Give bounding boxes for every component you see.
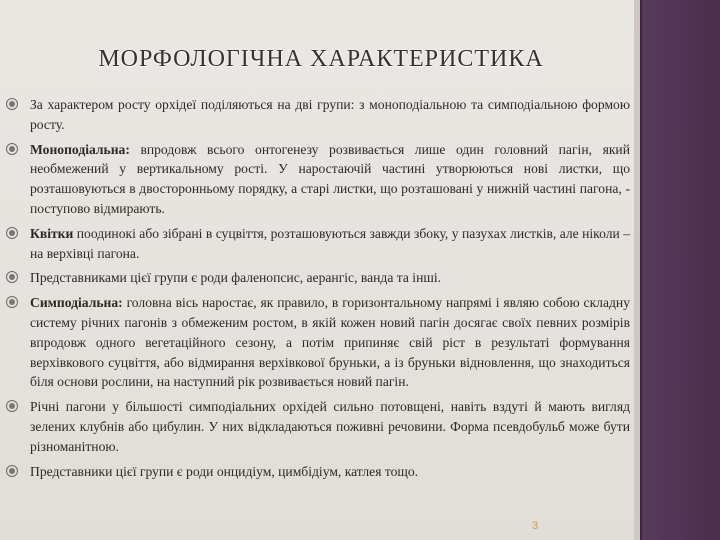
circle-bullet-icon xyxy=(6,143,18,155)
circle-bullet-icon xyxy=(6,465,18,477)
sidebar-stripe xyxy=(634,0,640,540)
bullet-text: Представниками цієї групи є роди фаленопсис, аерангіс, ванда та інші. xyxy=(30,270,442,286)
circle-bullet-icon xyxy=(6,271,18,283)
circle-bullet-icon xyxy=(6,296,18,308)
bullet-text: поодинокі або зібрані в суцвіття, розташовуються завжди збоку, у пазухах листків, але ніколи – на верхівці пагона. xyxy=(30,225,630,261)
bullet-item-6 xyxy=(4,397,630,456)
circle-bullet-icon xyxy=(6,227,18,239)
bullet-lead: Симподіальна: xyxy=(30,295,123,311)
bullet-item-5 xyxy=(4,293,630,392)
bullet-list xyxy=(4,95,630,481)
bullet-lead: Квітки xyxy=(30,225,74,241)
bullet-text: Представники цієї групи є роди онцидіум, цимбідіум, катлея тощо. xyxy=(30,463,419,479)
bullet-item-3 xyxy=(4,224,630,264)
circle-bullet-icon xyxy=(6,400,18,412)
circle-bullet-icon xyxy=(6,98,18,110)
bullet-item-4 xyxy=(4,268,630,288)
bullet-item-1 xyxy=(4,95,630,135)
bullet-text: За характером росту орхідеї поділяються на дві групи: з моноподіальною та симподіальною формою росту. xyxy=(30,97,630,132)
page-number: 3 xyxy=(532,520,539,532)
bullet-item-7 xyxy=(4,462,630,482)
slide-title: МОРФОЛОГІЧНА ХАРАКТЕРИСТИКА xyxy=(98,46,544,72)
bullet-item-2 xyxy=(4,140,630,219)
decorative-sidebar xyxy=(640,0,720,540)
bullet-text: впродовж всього онтогенезу розвивається лише один головний пагін, який необмежений у вертикальному рості. У наростаючій частині утворюються нові листки, що розташовуються в двосторонньому порядку, а старі листки, що розташовані у нижній частині пагона, - поступово відмирають. xyxy=(30,141,630,216)
bullet-text: головна вісь наростає, як правило, в горизонтальному напрямі і являю собою складну систему річних пагонів з обмеженим ростом, в якій кожен новий пагін досягає своїх певних розмірів впродовж одного вегетаційного сезону, а потім припиняє свій ріст в результаті формування верхівкового суцвіття, або відмирання верхівкової бруньки, а із бруньки відновлення, що знаходиться біля основи рослини, на наступний рік розвивається новий пагін. xyxy=(30,295,630,390)
bullet-text: Річні пагони у більшості симподіальних орхідей сильно потовщені, навіть вздуті й мають вигляд зелених клубнів або цибулин. У них відкладаються поживні речовини. Форма псевдобульб може бути різноманітною. xyxy=(30,399,630,454)
bullet-lead: Моноподіальна: xyxy=(30,141,130,157)
